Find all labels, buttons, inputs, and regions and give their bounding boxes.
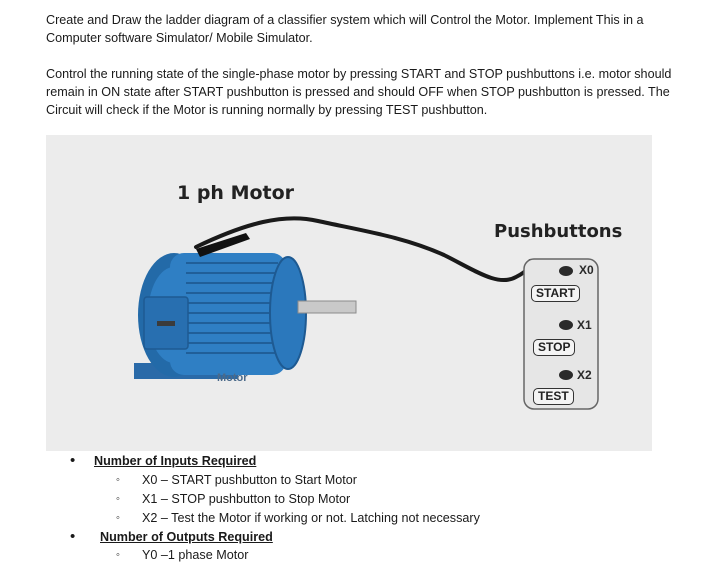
tag-x2: X2 [577, 368, 592, 382]
inputs-heading: Number of Inputs Required [94, 454, 257, 468]
motor-title: 1 ph Motor [177, 182, 295, 204]
list-item: ◦ X0 – START pushbutton to Start Motor [94, 471, 722, 490]
outputs-list [100, 546, 722, 565]
button-knob-x2 [559, 370, 573, 380]
pushbuttons-title: Pushbuttons [494, 221, 623, 242]
intro-paragraph: Create and Draw the ladder diagram of a classifier system which will Control the Motor. Implement This in a Computer software Simulator/ Mobile Simulator. [46, 13, 644, 45]
list-item: ◦ X1 – STOP pushbutton to Stop Motor [94, 490, 722, 509]
test-pushbutton: TEST [533, 388, 574, 405]
outputs-section [0, 528, 722, 566]
list-item: ◦ X2 – Test the Motor if working or not. Latching not necessary [94, 509, 722, 528]
motor-shaft [298, 301, 356, 313]
tag-x0: X0 [579, 263, 594, 277]
tag-x1: X1 [577, 318, 592, 332]
list-item: ◦ Y0 –1 phase Motor [100, 546, 722, 565]
outputs-heading: Number of Outputs Required [100, 529, 273, 544]
motor-pushbutton-figure [46, 135, 652, 451]
inputs-list [94, 471, 722, 528]
button-knob-x1 [559, 320, 573, 330]
description-paragraph: Control the running state of the single-phase motor by pressing START and STOP pushbuttons i.e. motor should remain in ON state after START pushbutton is pressed and should OFF when STOP pushbutton is pressed. The Circuit will check if the Motor is running normally by pressing TEST pushbutton. [46, 67, 672, 117]
motor-plate-label: Motor [217, 372, 248, 384]
stop-pushbutton: STOP [533, 339, 575, 356]
pushbutton-station [524, 259, 598, 409]
requirements-list [0, 452, 722, 565]
start-pushbutton: START [531, 285, 580, 302]
button-knob-x0 [559, 266, 573, 276]
inputs-section [0, 452, 722, 528]
